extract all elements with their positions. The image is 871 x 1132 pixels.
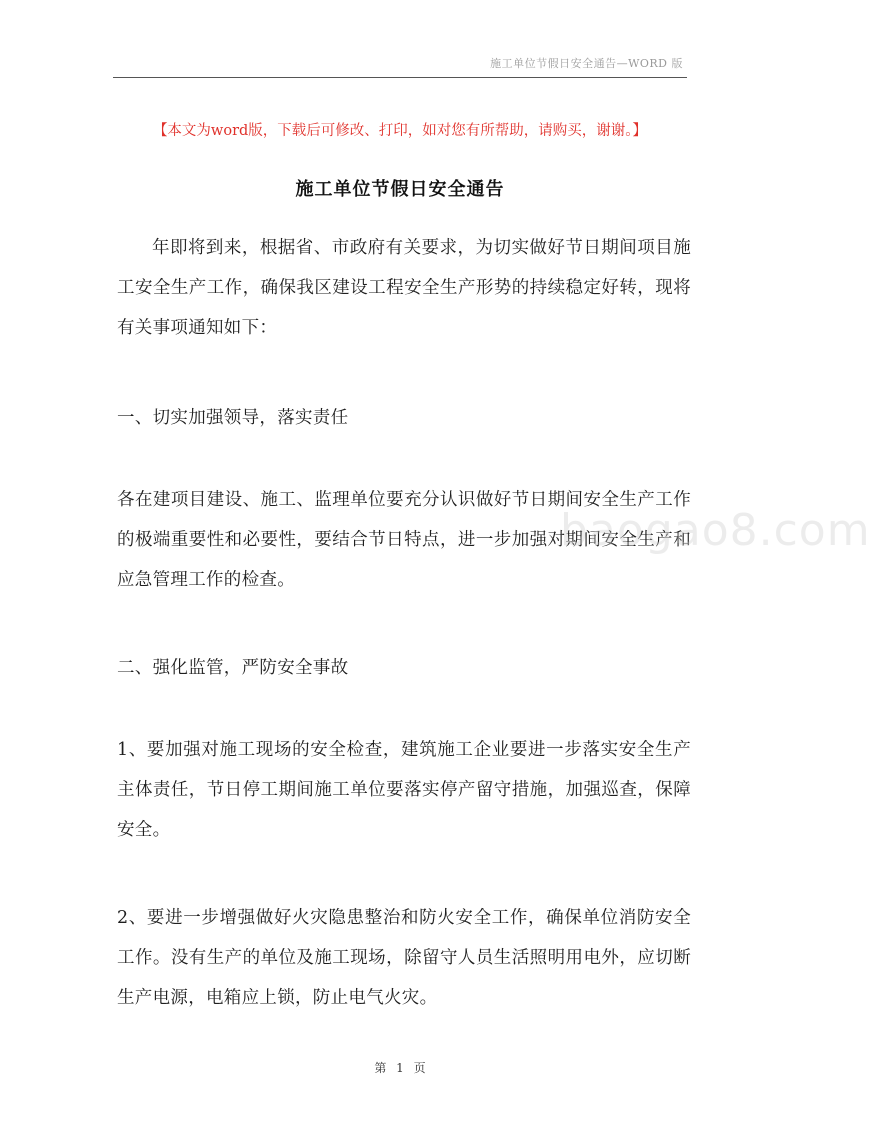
list-item-2: 2、要进一步增强做好火灾隐患整治和防火安全工作，确保单位消防安全工作。没有生产的单位及施工现场，除留守人员生活照明用电外，应切断生产电源，电箱应上锁，防止电气火灾。 (117, 908, 691, 1008)
page-footer (0, 1059, 800, 1076)
page-number: 1 (396, 1061, 404, 1075)
section-2-heading: 二、强化监管，严防安全事故 (117, 658, 349, 678)
footer-suffix: 页 (413, 1061, 426, 1075)
list-item-1: 1、要加强对施工现场的安全检查，建筑施工企业要进一步落实安全生产主体责任，节日停工期间施工单位要落实停产留守措施，加强巡查，保障安全。 (117, 740, 691, 840)
section-1-heading: 一、切实加强领导，落实责任 (117, 408, 349, 428)
header-rule (113, 77, 687, 78)
section-1-body: 各在建项目建设、施工、监理单位要充分认识做好节日期间安全生产工作的极端重要性和必要性，要结合节日特点，进一步加强对期间安全生产和应急管理工作的检查。 (117, 490, 691, 590)
download-notice: 【本文为word版，下载后可修改、打印，如对您有所帮助，请购买，谢谢。】 (152, 123, 648, 139)
intro-paragraph: 年即将到来，根据省、市政府有关要求，为切实做好节日期间项目施工安全生产工作，确保我区建设工程安全生产形势的持续稳定好转，现将有关事项通知如下： (117, 238, 691, 338)
running-header: 施工单位节假日安全通告—WORD 版 (490, 57, 683, 70)
page-title: 施工单位节假日安全通告 (295, 179, 505, 200)
footer-prefix: 第 (374, 1061, 387, 1075)
watermark: baogao8.com (560, 505, 871, 556)
